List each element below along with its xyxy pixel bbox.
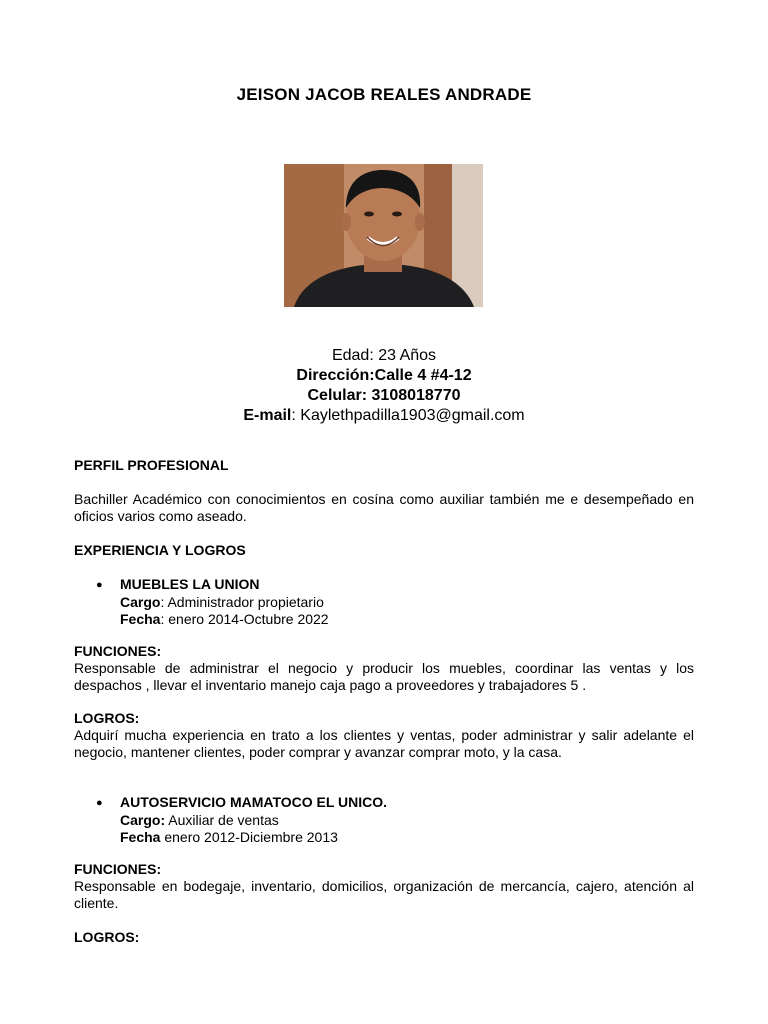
experience-heading: EXPERIENCIA Y LOGROS xyxy=(74,542,246,558)
job-funciones-text: Responsable en bodegaje, inventario, domicilios, organización de mercancía, cajero, atención al cliente. xyxy=(74,878,694,911)
job-cargo-line xyxy=(96,812,387,829)
address-value: Calle 4 #4-12 xyxy=(374,367,472,384)
job-logros-text: Adquirí mucha experiencia en trato a los clientes y ventas, poder administrar y salir adelante el negocio, mantener clientes, poder comprar y avanzar comprar moto, y la casa. xyxy=(74,727,694,760)
job-fecha-line xyxy=(96,611,329,628)
age-value: 23 Años xyxy=(378,347,437,364)
fecha-label: Fecha xyxy=(120,611,161,627)
contact-block xyxy=(0,346,768,426)
address-label: Dirección: xyxy=(296,367,375,384)
email-line xyxy=(0,406,768,426)
address-line xyxy=(0,366,768,386)
cargo-value: : Administrador propietario xyxy=(160,594,324,610)
age-label: Edad: xyxy=(331,347,374,364)
email-value: : Kaylethpadilla1903@gmail.com xyxy=(291,407,525,424)
age-line xyxy=(0,346,768,366)
job-funciones-heading: FUNCIONES: xyxy=(74,643,162,659)
job-title-line xyxy=(96,794,387,812)
bullet-icon: ● xyxy=(96,579,103,591)
cargo-label: Cargo xyxy=(120,594,161,610)
job-funciones-heading: FUNCIONES: xyxy=(74,861,162,877)
job-funciones-text: Responsable de administrar el negocio y producir los muebles, coordinar las ventas y los despachos , llevar el inventario manejo caja pago a proveedores y trabajadores 5 . xyxy=(74,660,694,693)
fecha-label: Fecha xyxy=(120,829,161,845)
profile-heading: PERFIL PROFESIONAL xyxy=(74,457,229,473)
phone-line xyxy=(0,386,768,406)
phone-value: 3108018770 xyxy=(371,387,461,404)
job-cargo-line xyxy=(96,594,329,611)
job-company: AUTOSERVICIO MAMATOCO EL UNICO. xyxy=(120,794,388,810)
profile-text: Bachiller Académico con conocimientos en cosína como auxiliar también me e desempeñado en oficios varios como aseado. xyxy=(74,491,694,524)
profile-photo xyxy=(284,164,483,307)
fecha-value: enero 2012-Diciembre 2013 xyxy=(160,829,338,845)
fecha-value: : enero 2014-Octubre 2022 xyxy=(160,611,329,627)
email-label: E-mail xyxy=(243,407,292,424)
job-logros-heading: LOGROS: xyxy=(74,710,140,726)
phone-label: Celular: xyxy=(307,387,368,404)
job-logros-heading: LOGROS: xyxy=(74,929,140,945)
job-entry xyxy=(96,576,329,628)
job-fecha-line xyxy=(96,829,387,846)
job-title-line xyxy=(96,576,329,594)
bullet-icon: ● xyxy=(96,797,103,809)
job-company: MUEBLES LA UNION xyxy=(120,576,260,592)
profile-photo-illustration xyxy=(284,164,483,307)
job-entry xyxy=(96,794,387,846)
candidate-name: JEISON JACOB REALES ANDRADE xyxy=(236,85,532,104)
cargo-value: Auxiliar de ventas xyxy=(165,812,279,828)
cargo-label: Cargo: xyxy=(120,812,166,828)
